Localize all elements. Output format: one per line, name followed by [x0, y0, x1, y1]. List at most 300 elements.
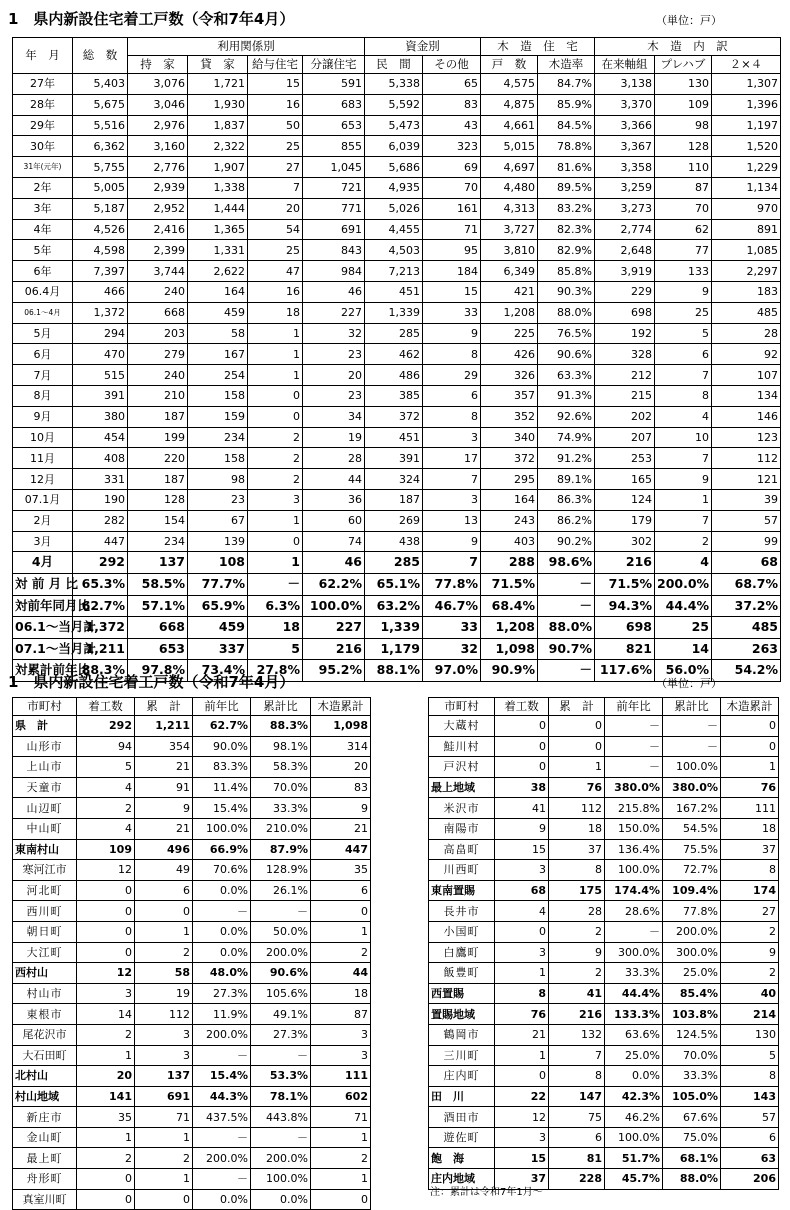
cell-value: 8 [721, 860, 779, 881]
cell-value: － [251, 901, 311, 922]
cell-value: 3 [495, 942, 549, 963]
cell-value: 240 [128, 365, 188, 386]
cell-value: 37 [549, 839, 605, 860]
cell-value: 3 [423, 489, 481, 510]
cell-value: 203 [128, 323, 188, 344]
cell-value: 200.0% [193, 1024, 251, 1045]
cell-value: 159 [188, 406, 248, 427]
cell-value: 62.7% [73, 595, 128, 617]
cell-value: － [193, 1169, 251, 1190]
cell-value: 1 [135, 1127, 193, 1148]
cell-value: 91.3% [538, 385, 595, 406]
cell-value: 380.0% [605, 777, 663, 798]
table-row [13, 595, 781, 617]
cell-value: 447 [311, 839, 371, 860]
table-row [13, 777, 371, 798]
cell-value: 21 [135, 818, 193, 839]
cell-value: 1,365 [188, 219, 248, 240]
header-2x4: ２×４ [712, 56, 781, 74]
cell-value: 214 [721, 1004, 779, 1025]
table-row [13, 448, 781, 469]
cell-value: 466 [73, 281, 128, 302]
cell-value: 2 [721, 921, 779, 942]
cell-value: 3 [311, 1024, 371, 1045]
cell-value: 74 [303, 531, 365, 552]
cell-value: 12 [77, 860, 135, 881]
cell-value: 721 [303, 177, 365, 198]
cell-value: 133.3% [605, 1004, 663, 1025]
cell-value: 27.8% [248, 660, 303, 682]
cell-value: 77.7% [188, 573, 248, 595]
municipality-name: 村山市 [13, 983, 77, 1004]
cell-value: 6,362 [73, 136, 128, 157]
cell-value: 57 [721, 1107, 779, 1128]
cell-value: 9 [495, 818, 549, 839]
cell-value: 5 [77, 757, 135, 778]
cell-value: 158 [188, 448, 248, 469]
cell-value: 54.5% [663, 818, 721, 839]
cell-value: 77 [655, 240, 712, 261]
unit-label-1: （単位：戸） [656, 14, 722, 27]
cell-value: 46.2% [605, 1107, 663, 1128]
cell-value: 7 [655, 510, 712, 531]
row-label: 2年 [13, 177, 73, 198]
cell-value: 43 [423, 115, 481, 136]
cell-value: 0 [248, 406, 303, 427]
cell-value: 33 [423, 302, 481, 323]
cell-value: 1,907 [188, 157, 248, 178]
cell-value: 1,229 [712, 157, 781, 178]
cell-value: 63 [721, 1148, 779, 1169]
table-row [13, 385, 781, 406]
cell-value: 75.0% [663, 1127, 721, 1148]
table-row [13, 818, 371, 839]
cell-value: 1,339 [365, 617, 423, 639]
table-row [13, 880, 371, 901]
cell-value: 3,919 [595, 261, 655, 282]
cell-value: 2 [549, 963, 605, 984]
cell-value: 391 [365, 448, 423, 469]
cell-value: 6 [655, 344, 712, 365]
cell-value: 57.1% [128, 595, 188, 617]
cell-value: 5,473 [365, 115, 423, 136]
row-label: 12月 [13, 469, 73, 490]
cell-value: 1,372 [73, 617, 128, 639]
cell-value: 83.2% [538, 198, 595, 219]
cell-value: 240 [128, 281, 188, 302]
cell-value: 771 [303, 198, 365, 219]
table-row [13, 344, 781, 365]
cell-value: 653 [303, 115, 365, 136]
cell-value: 0 [135, 1189, 193, 1210]
cell-value: 158 [188, 385, 248, 406]
cell-value: － [538, 595, 595, 617]
municipality-name: 金山町 [13, 1127, 77, 1148]
cell-value: 215 [595, 385, 655, 406]
cell-value: 27 [248, 157, 303, 178]
cell-value: 3,138 [595, 74, 655, 95]
row-label: 10月 [13, 427, 73, 448]
cell-value: 124.5% [663, 1024, 721, 1045]
cell-value: 25 [248, 240, 303, 261]
table-row [13, 1004, 371, 1025]
cell-value: 7,397 [73, 261, 128, 282]
cell-value: 0.0% [251, 1189, 311, 1210]
cell-value: 3,370 [595, 94, 655, 115]
cell-value: 0 [77, 1189, 135, 1210]
row-label: 対累計前年比 [13, 660, 73, 682]
cell-value: － [193, 901, 251, 922]
header-year-month: 年 月 [13, 38, 73, 74]
cell-value: 1,085 [712, 240, 781, 261]
cell-value: 300.0% [605, 942, 663, 963]
cell-value: 6 [721, 1127, 779, 1148]
cell-value: 1,721 [188, 74, 248, 95]
cell-value: 63.6% [605, 1024, 663, 1045]
cell-value: 443.8% [251, 1107, 311, 1128]
cell-value: 45.7% [605, 1169, 663, 1190]
cell-value: 9 [135, 798, 193, 819]
cell-value: 88.1% [365, 660, 423, 682]
cell-value: 288 [481, 552, 538, 574]
cell-value: 100.0% [663, 757, 721, 778]
header-sale: 分譲住宅 [303, 56, 365, 74]
table-row [429, 736, 779, 757]
header-wood-count: 戸 数 [481, 56, 538, 74]
row-label: 30年 [13, 136, 73, 157]
cell-value: 228 [549, 1169, 605, 1190]
cell-value: 459 [188, 302, 248, 323]
cell-value: 86.2% [538, 510, 595, 531]
table-row [429, 1148, 779, 1169]
row-label: 4月 [13, 552, 73, 574]
table-row [429, 983, 779, 1004]
municipality-name: 南陽市 [429, 818, 495, 839]
cell-value: 5,338 [365, 74, 423, 95]
table-row [13, 1189, 371, 1210]
cell-value: 200.0% [193, 1148, 251, 1169]
cell-value: 1,520 [712, 136, 781, 157]
cell-value: 4 [655, 552, 712, 574]
cell-value: 109 [655, 94, 712, 115]
cell-value: 451 [365, 427, 423, 448]
row-label: 07.1月 [13, 489, 73, 510]
cell-value: 3,076 [128, 74, 188, 95]
cell-value: 51.7% [605, 1148, 663, 1169]
cell-value: 25 [655, 302, 712, 323]
cell-value: 7 [655, 448, 712, 469]
table-row [13, 157, 781, 178]
cell-value: 35 [311, 860, 371, 881]
cell-value: 855 [303, 136, 365, 157]
footnote: 注：累計は令和7年1月～ [430, 1187, 543, 1198]
cell-value: 137 [128, 552, 188, 574]
cell-value: 263 [712, 638, 781, 660]
cell-value: 165 [595, 469, 655, 490]
table-row [13, 531, 781, 552]
cell-value: 29 [423, 365, 481, 386]
cell-value: 3,744 [128, 261, 188, 282]
cell-value: 174 [721, 880, 779, 901]
table-row [13, 198, 781, 219]
table-row [13, 860, 371, 881]
cell-value: 69 [423, 157, 481, 178]
cell-value: 88.0% [538, 302, 595, 323]
cell-value: 132 [549, 1024, 605, 1045]
row-label: 7月 [13, 365, 73, 386]
cell-value: 2,776 [128, 157, 188, 178]
cell-value: 18 [311, 983, 371, 1004]
cell-value: 9 [549, 942, 605, 963]
row-label: 対 前 月 比 [13, 573, 73, 595]
cell-value: 67 [188, 510, 248, 531]
cell-value: 39 [712, 489, 781, 510]
cell-value: 62.2% [303, 573, 365, 595]
table-row [13, 94, 781, 115]
cell-value: 515 [73, 365, 128, 386]
cell-value: 147 [549, 1086, 605, 1107]
cell-value: 3,727 [481, 219, 538, 240]
row-label: 6月 [13, 344, 73, 365]
cell-value: 2,648 [595, 240, 655, 261]
cell-value: 123 [712, 427, 781, 448]
cell-value: 9 [655, 281, 712, 302]
cell-value: 133 [655, 261, 712, 282]
cell-value: 27 [721, 901, 779, 922]
cell-value: 33.3% [663, 1066, 721, 1087]
municipality-name: 米沢市 [429, 798, 495, 819]
cell-value: 292 [77, 716, 135, 737]
cell-value: 18 [721, 818, 779, 839]
header-prefab: プレハブ [655, 56, 712, 74]
cell-value: 1 [655, 489, 712, 510]
cell-value: 65 [423, 74, 481, 95]
cell-value: 3 [77, 983, 135, 1004]
cell-value: 6 [549, 1127, 605, 1148]
municipality-name: 山辺町 [13, 798, 77, 819]
table-row [13, 323, 781, 344]
cell-value: 7 [655, 365, 712, 386]
municipality-name: 河北町 [13, 880, 77, 901]
municipality-name: 東南置賜 [429, 880, 495, 901]
cell-value: 437.5% [193, 1107, 251, 1128]
cell-value: 167.2% [663, 798, 721, 819]
table-row [13, 302, 781, 323]
cell-value: 202 [595, 406, 655, 427]
cell-value: 63.3% [538, 365, 595, 386]
cell-value: 85.4% [663, 983, 721, 1004]
cell-value: 109 [77, 839, 135, 860]
table-row [13, 617, 781, 639]
cell-value: 285 [365, 552, 423, 574]
table-row [13, 963, 371, 984]
cell-value: 4,455 [365, 219, 423, 240]
cell-value: 28 [549, 901, 605, 922]
table-row [13, 427, 781, 448]
cell-value: 220 [128, 448, 188, 469]
municipality-table-right [428, 697, 779, 1190]
cell-value: 970 [712, 198, 781, 219]
cell-value: 38 [495, 777, 549, 798]
cell-value: 4,526 [73, 219, 128, 240]
header-cumulative-ratio: 累計比 [663, 698, 721, 716]
header-cumulative: 累 計 [135, 698, 193, 716]
cell-value: 23 [303, 385, 365, 406]
cell-value: 112 [549, 798, 605, 819]
cell-value: 150.0% [605, 818, 663, 839]
cell-value: 82.3% [538, 219, 595, 240]
table-row [429, 1127, 779, 1148]
cell-value: 73.4% [188, 660, 248, 682]
municipality-name: 県 計 [13, 716, 77, 737]
cell-value: 12 [495, 1107, 549, 1128]
cell-value: 25 [248, 136, 303, 157]
cell-value: 0 [495, 921, 549, 942]
cell-value: － [248, 573, 303, 595]
cell-value: 331 [73, 469, 128, 490]
cell-value: 5 [248, 638, 303, 660]
cell-value: 76.5% [538, 323, 595, 344]
municipality-name: 三川町 [429, 1045, 495, 1066]
table-row [13, 281, 781, 302]
cell-value: 3,367 [595, 136, 655, 157]
cell-value: 68.7% [712, 573, 781, 595]
cell-value: 44 [311, 963, 371, 984]
table-row [13, 942, 371, 963]
cell-value: 66.9% [193, 839, 251, 860]
municipality-name: 朝日町 [13, 921, 77, 942]
cell-value: 1,098 [311, 716, 371, 737]
cell-value: 130 [655, 74, 712, 95]
cell-value: 352 [481, 406, 538, 427]
cell-value: 42.3% [605, 1086, 663, 1107]
cell-value: 408 [73, 448, 128, 469]
header-cumulative: 累 計 [549, 698, 605, 716]
cell-value: 4 [655, 406, 712, 427]
cell-value: 53.3% [251, 1066, 311, 1087]
cell-value: 90.6% [538, 344, 595, 365]
cell-value: 91 [135, 777, 193, 798]
cell-value: 46.7% [423, 595, 481, 617]
cell-value: 44.4% [655, 595, 712, 617]
municipality-name: 大江町 [13, 942, 77, 963]
cell-value: 33.3% [605, 963, 663, 984]
municipality-name: 田 川 [429, 1086, 495, 1107]
cell-value: 5,755 [73, 157, 128, 178]
cell-value: 134 [712, 385, 781, 406]
municipality-name: 遊佐町 [429, 1127, 495, 1148]
cell-value: 54.2% [712, 660, 781, 682]
cell-value: 164 [481, 489, 538, 510]
cell-value: 92 [712, 344, 781, 365]
cell-value: 10 [655, 427, 712, 448]
cell-value: 130 [721, 1024, 779, 1045]
row-label: 29年 [13, 115, 73, 136]
table-row [13, 921, 371, 942]
cell-value: 4,935 [365, 177, 423, 198]
cell-value: － [605, 757, 663, 778]
cell-value: 8 [655, 385, 712, 406]
row-label: 4年 [13, 219, 73, 240]
cell-value: 843 [303, 240, 365, 261]
cell-value: 19 [303, 427, 365, 448]
table-row [13, 716, 371, 737]
cell-value: 0.0% [605, 1066, 663, 1087]
cell-value: 128 [655, 136, 712, 157]
header-other: その他 [423, 56, 481, 74]
header-total: 総 数 [73, 38, 128, 74]
cell-value: 1,208 [481, 617, 538, 639]
cell-value: 447 [73, 531, 128, 552]
table-row [13, 240, 781, 261]
cell-value: 48.0% [193, 963, 251, 984]
cell-value: 9 [721, 942, 779, 963]
municipality-name: 白鷹町 [429, 942, 495, 963]
cell-value: 403 [481, 531, 538, 552]
cell-value: 65.1% [365, 573, 423, 595]
cell-value: 1 [549, 757, 605, 778]
cell-value: 65.3% [73, 573, 128, 595]
cell-value: 111 [721, 798, 779, 819]
cell-value: 90.3% [538, 281, 595, 302]
cell-value: 187 [128, 469, 188, 490]
cell-value: 459 [188, 617, 248, 639]
cell-value: 76 [549, 777, 605, 798]
cell-value: 1 [311, 1127, 371, 1148]
row-label: 3月 [13, 531, 73, 552]
cell-value: 462 [365, 344, 423, 365]
cell-value: 1,179 [365, 638, 423, 660]
cell-value: 229 [595, 281, 655, 302]
cell-value: 9 [423, 531, 481, 552]
header-use-group: 利用関係別 [128, 38, 365, 56]
cell-value: 63.2% [365, 595, 423, 617]
header-conventional: 在来軸組 [595, 56, 655, 74]
cell-value: 76 [495, 1004, 549, 1025]
cell-value: 3,366 [595, 115, 655, 136]
cell-value: 190 [73, 489, 128, 510]
cell-value: 15 [248, 74, 303, 95]
table-row [429, 901, 779, 922]
cell-value: 139 [188, 531, 248, 552]
cell-value: 454 [73, 427, 128, 448]
cell-value: 7 [423, 552, 481, 574]
cell-value: 234 [128, 531, 188, 552]
cell-value: 89.5% [538, 177, 595, 198]
table-row [13, 1066, 371, 1087]
municipality-name: 戸沢村 [429, 757, 495, 778]
table-row [13, 177, 781, 198]
row-label: 2月 [13, 510, 73, 531]
cell-value: 6 [311, 880, 371, 901]
cell-value: 2,399 [128, 240, 188, 261]
cell-value: 496 [135, 839, 193, 860]
cell-value: － [193, 1045, 251, 1066]
cell-value: 110 [655, 157, 712, 178]
cell-value: 88.3% [73, 660, 128, 682]
cell-value: 19 [135, 983, 193, 1004]
cell-value: 216 [595, 552, 655, 574]
header-yoy: 前年比 [193, 698, 251, 716]
cell-value: 20 [248, 198, 303, 219]
cell-value: 88.0% [538, 617, 595, 639]
cell-value: － [251, 1127, 311, 1148]
cell-value: 8 [549, 1066, 605, 1087]
cell-value: 4,598 [73, 240, 128, 261]
cell-value: 0 [549, 736, 605, 757]
cell-value: 56.0% [655, 660, 712, 682]
cell-value: 323 [423, 136, 481, 157]
